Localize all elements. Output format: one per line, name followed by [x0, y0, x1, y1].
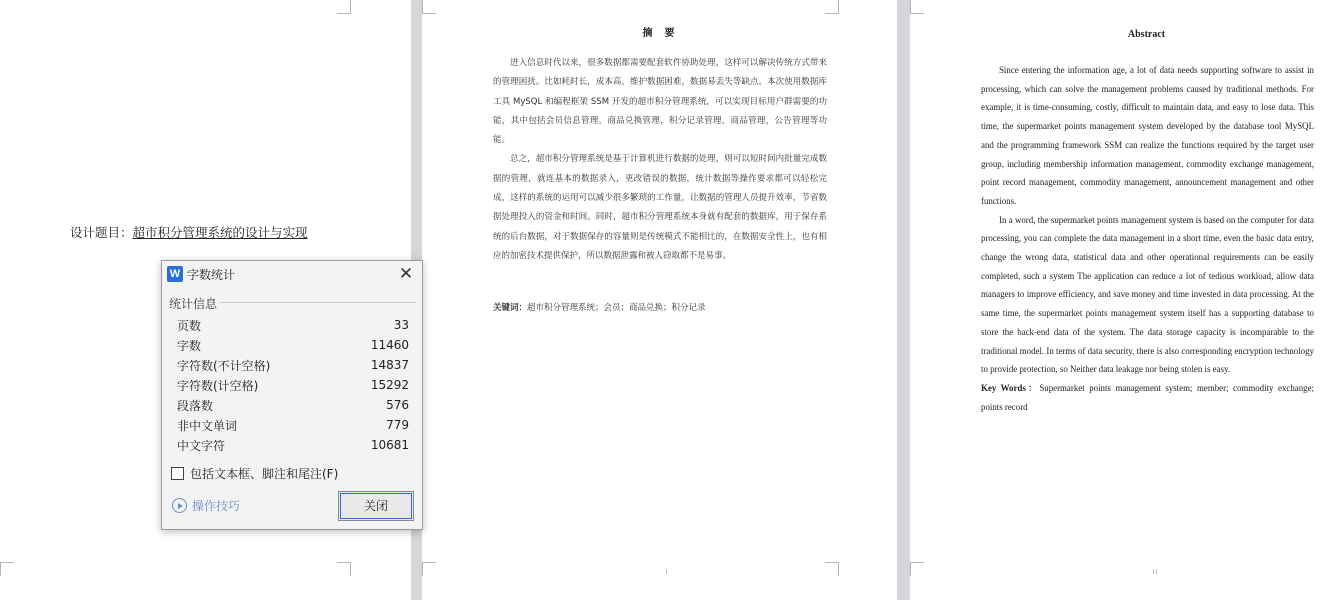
stat-label: 字符数(计空格)	[177, 378, 259, 393]
stat-row-chars-no-spaces	[177, 355, 409, 375]
stat-row-pages	[177, 315, 409, 335]
en-abstract-paragraph: In a word, the supermarket points management system is based on the computer for data processing, you can complete the data management in a short time, even the basic data entry, change the wrong data, statistical data and other operational requirements can be easily completed, such a system The application can reduce a lot of tedious workload, allow data managers to improve efficiency, and save money and time invested in data processing. At the same time, the supermarket points management system itself has a supporting database to store the back-end data of the system. The data storage capacity is incomparable to the traditional model. In terms of data security, there is also corresponding encryption technology to provide protection, so Neither data leakage nor being stolen is easy.	[981, 214, 1314, 375]
stat-row-non-chinese-words	[177, 415, 409, 435]
page-number-mark	[1153, 569, 1154, 574]
cn-keywords-text: 超市积分管理系统；会员；商品兑换；积分记录	[527, 303, 706, 313]
cn-abstract-paragraph: 进入信息时代以来，很多数据都需要配套软件协助处理，这样可以解决传统方式带来的管理困扰。比如耗时长，成本高，维护数据困难，数据易丢失等缺点。本次使用数据库工具 MySQL 和编程框架 SSM 开发的超市积分管理系统，可以实现目标用户群需要的功能，其中包括会员信息管理，商品兑换管理，积分记录管理，商品管理，公告管理等功能。	[493, 58, 827, 146]
design-title-prefix: 设计题目：	[70, 225, 133, 240]
margin-mark	[422, 0, 436, 14]
margin-mark	[910, 562, 924, 576]
stat-row-paragraphs	[177, 395, 409, 415]
design-title	[70, 223, 308, 241]
close-icon[interactable]: ✕	[398, 264, 414, 284]
statistics-section-label: 统计信息	[169, 297, 218, 311]
play-circle-icon[interactable]	[172, 498, 187, 513]
cn-abstract-heading: 摘要	[642, 28, 687, 39]
en-abstract-heading: Abstract	[1127, 29, 1166, 40]
en-abstract-paragraph: Since entering the information age, a lot of data needs supporting software to assist in processing, which can solve the management problems caused by traditional methods. For example, it is time-consuming, costly, difficult to maintain data, and easy to lose data. This time, the supermarket points management system developed by the database tool MySQL and the programming framework SSM can realize the functions required by the target user group, including membership information management, commodity exchange management, point record management, commodity management, announcement management and other functions.	[981, 65, 1314, 206]
margin-mark	[337, 562, 351, 576]
stat-label: 段落数	[177, 398, 214, 413]
statistics-list	[177, 315, 409, 455]
document-page-3	[910, 0, 1321, 600]
stat-label: 字符数(不计空格)	[177, 358, 271, 373]
margin-mark	[0, 562, 14, 576]
stat-value: 779	[386, 418, 409, 432]
page-number-mark	[666, 569, 667, 574]
margin-mark	[422, 562, 436, 576]
stat-label: 中文字符	[177, 438, 226, 453]
include-textboxes-option[interactable]	[171, 465, 338, 482]
cn-keywords-label: 关键词：	[493, 303, 528, 313]
cn-abstract-body	[493, 54, 827, 266]
en-abstract-body	[981, 61, 1314, 416]
stat-row-chars-with-spaces	[177, 375, 409, 395]
margin-mark	[910, 0, 924, 14]
cn-abstract-paragraph: 总之，超市积分管理系统是基于计算机进行数据的处理，则可以短时间内批量完成数据的管理，就连基本的数据录入，更改错误的数据，统计数据等操作要求都可以轻松完成，这样的系统的运用可以减少很多繁琐的工作量，让数据的管理人员提升效率，节省数据处理投入的资金和时间。同时，超市积分管理系统本身就有配套的数据库，用于保存系统的后台数据，对于数据保存的容量则是传统模式不能相比的，在数据安全性上，也有相应的加密技术提供保护，所以数据泄露和被人窃取都不是易事。	[493, 154, 827, 261]
tips-link[interactable]	[172, 497, 240, 514]
stat-label: 非中文单词	[177, 418, 238, 433]
include-textboxes-label[interactable]: 包括文本框、脚注和尾注(F)	[190, 467, 339, 481]
stat-value: 15292	[370, 378, 409, 392]
stat-label: 字数	[177, 338, 202, 353]
section-divider	[220, 302, 416, 303]
en-keywords-text: Supermarket points management system; member; commodity exchange; points record	[981, 382, 1314, 412]
stat-label: 页数	[177, 318, 202, 333]
document-page-2	[422, 0, 897, 600]
stat-value: 11460	[370, 338, 409, 352]
dialog-titlebar[interactable]	[162, 261, 422, 287]
margin-mark	[825, 562, 839, 576]
margin-mark	[337, 0, 351, 14]
stat-row-words	[177, 335, 409, 355]
design-title-topic: 超市积分管理系统的设计与实现	[132, 225, 308, 240]
wps-writer-icon: W	[167, 266, 183, 282]
dialog-title: 字数统计	[187, 268, 236, 282]
word-count-dialog	[161, 260, 423, 530]
page-number-mark	[1156, 569, 1157, 574]
en-keywords-label: Key Words：	[981, 382, 1040, 393]
cn-keywords	[493, 299, 827, 318]
margin-mark	[825, 0, 839, 14]
stat-value: 576	[386, 398, 409, 412]
close-button[interactable]: 关闭	[338, 491, 414, 521]
en-keywords	[981, 379, 1314, 416]
tips-label[interactable]: 操作技巧	[192, 499, 241, 513]
stat-row-chinese-chars	[177, 435, 409, 455]
stat-value: 14837	[370, 358, 409, 372]
stat-value: 10681	[370, 438, 409, 452]
stat-value: 33	[393, 318, 409, 332]
include-textboxes-checkbox[interactable]	[171, 467, 184, 480]
